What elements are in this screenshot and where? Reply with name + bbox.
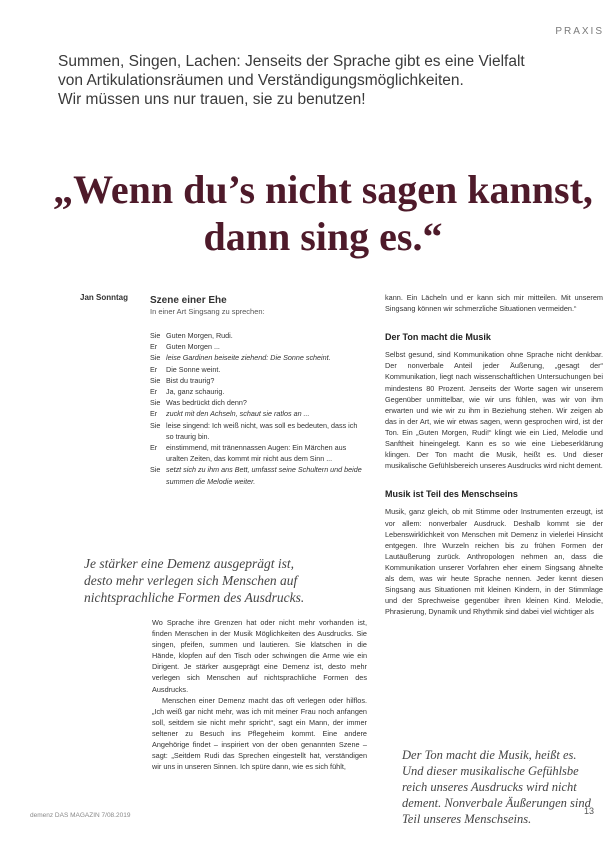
pull-quote-line: reich unseres Ausdrucks wird nicht [402,780,577,794]
dialog-line [150,352,366,363]
dialog-text: Die Sonne weint. [166,364,221,374]
dialog-text: setzt sich zu ihm ans Bett, umfasst seine Schultern und beide summen die Melodie weiter. [166,465,362,486]
dialog-line [150,364,366,375]
section-heading: Der Ton macht die Musik [385,332,491,343]
section-label: PRAXIS [555,26,604,37]
dialog-speaker: Sie [150,331,161,340]
dialog-line [150,330,366,341]
page-number: 13 [583,806,594,816]
dialog-speaker: Er [150,342,158,352]
body-paragraph: Selbst gesund, sind Kommunikation ohne Sprache nicht denkbar. Der nonverbale Anteil jeder Äußerung, „gesagt der“ Kommunikation, liegt nach wissenschaftlichen Untersuchungen bei mindestens 80 Prozent. Jenseits der Worte sagen wir unserem Gegenüber unmittelbar, wie wir uns fühlen, was wir von ihm erwarten und wie wir zu ihm in Beziehung stehen. Wir zeigen ab das in der Art, wie wir etwas sagen, wenn gesprochen wird, ist der Ton. Ein „Guten Morgen, Rudi!“ klingt wie ein Lied, Melodie und Sanftheit hineingelegt. Kann es so wie eine Liebeserklärung klingen. Der Ton macht die Musik, heißt es. Und dieser musikalische Gefühlsbereich unseres Ausdrucks wird nicht dement. [385,350,603,471]
dialog-line [150,341,366,352]
dialog-line [150,408,366,419]
pull-quote-line: Und dieser musikalische Gefühlsbe [402,764,579,778]
dialog-speaker: Sie [150,375,161,385]
dialog-speaker: Er [150,387,158,397]
dialog-line [150,386,366,397]
body-paragraph: Wo Sprache ihre Grenzen hat oder nicht mehr vorhanden ist, finden Menschen in der Musik Möglichkeiten des Ausdrucks. Sie singen, pfeifen, summen und lautieren. Sie klatschen in die Hände, klopfen auf den Tisch oder schwingen die Arme wie ein Dirigent. Je stärker ausgeprägt eine Demenz ist, desto mehr verlegen sich Menschen auf nichtsprachliche Formen des Ausdrucks. [152,618,367,694]
footer-publication: demenz DAS MAGAZIN 7/08.2019 [30,812,131,819]
pull-quote-line: Teil unseres Menschseins. [402,812,532,826]
dialog-text: Guten Morgen, Rudi. [166,331,233,340]
author-byline: Jan Sonntag [80,293,129,302]
dialog-text: leise Gardinen beiseite ziehend: Die Sonne scheint. [166,353,331,363]
dialog-line [150,397,366,408]
intro-teaser [58,52,598,109]
pull-quote-line: Der Ton macht die Musik, heißt es. [402,748,577,762]
scene-title: Szene einer Ehe [150,295,227,306]
dialog-text: leise singend: Ich weiß nicht, was soll es bedeuten, dass ich so traurig bin. [166,420,358,441]
intro-line: Summen, Singen, Lachen: Jenseits der Sprache gibt es eine Vielfalt [58,53,525,70]
scene-dialog [150,330,366,487]
intro-line: Wir müssen uns nur trauen, sie zu benutzen! [58,91,366,108]
intro-line: von Artikulationsräumen und Verständigungsmöglichkeiten. [58,72,464,89]
dialog-text: einstimmend, mit tränennassen Augen: Ein Märchen aus uralten Zeiten, das kommt mir nicht aus dem Sinn ... [166,443,347,464]
pull-quote-line: Je stärker eine Demenz ausgeprägt ist, [84,556,294,571]
scene-box [150,295,366,487]
body-paragraph: Menschen einer Demenz macht das oft verlegen oder hilflos. „Ich weiß gar nicht mehr, was ich mit meiner Frau noch anfangen soll, seitdem sie nicht mehr spricht“, sagt ein Mann, der immer seltener zu Besuch ins Pflegeheim kommt. Eine andere Angehörige findet – inspiriert von der oben genannten Szene – sagt: „Seitdem Rudi das Sprechen eingestellt hat, verständigen wir uns in unseren Sinnen. Ich spüre dann, wie es sich fühlt, [152,695,367,772]
pull-quote-line: dement. Nonverbale Äußerungen sind [402,796,591,810]
dialog-speaker: Sie [150,465,161,475]
body-paragraph: Musik, ganz gleich, ob mit Stimme oder Instrumenten erzeugt, ist vor allem: nonverbaler Ausdruck. Deshalb kommt sie der Lebenswirklichkeit von Menschen mit Demenz in vielerlei Hinsicht entgegen. Ihre Wurzeln reichen bis zu frühen Formen der Lautäußerung zurück. Anthropologen nehmen an, dass die Kommunikation unserer Vorfahren eher einem Singsang ähnelte als dem, was wir heute Sprache nennen. Jeder kennt diesen Singsang aus Situationen mit kleinen Kindern, in der Stimmlage und der Sprechweise gegenüber ihren kleinen Kind. Melodie, Phrasierung, Dynamik und Rhythmik sind dabei viel wichtiger als [385,507,603,617]
body-column-right [385,292,603,617]
dialog-speaker: Er [150,409,158,419]
scene-subtitle: In einer Art Singsang zu sprechen: [150,307,265,316]
pull-quote-line: desto mehr verlegen sich Menschen auf [84,573,298,588]
dialog-speaker: Er [150,443,158,453]
dialog-line [150,420,366,442]
dialog-speaker: Sie [150,353,161,363]
dialog-text: Ja, ganz schaurig. [166,387,225,397]
dialog-text: Was bedrückt dich denn? [166,398,247,408]
dialog-line [150,375,366,386]
dialog-speaker: Er [150,364,158,374]
pull-quote [84,555,354,606]
dialog-text: Bist du traurig? [166,375,215,385]
dialog-text: Guten Morgen ... [166,342,220,352]
section-heading: Musik ist Teil des Menschseins [385,489,518,500]
dialog-line [150,464,366,486]
pull-quote-line: nichtsprachliche Formen des Ausdrucks. [84,590,305,605]
dialog-speaker: Sie [150,398,161,408]
headline-line: dann sing es.“ [203,214,443,259]
dialog-text: zuckt mit den Achseln, schaut sie ratlos an ... [166,409,310,419]
dialog-speaker: Sie [150,420,161,430]
body-paragraph: kann. Ein Lächeln und er kann sich mir mitteilen. Mit unserem Singsang können wir schmerzliche Situationen vermeiden.“ [385,293,603,314]
headline-line: „Wenn du’s nicht sagen kannst, [53,167,593,212]
dialog-line [150,442,366,464]
page-title [30,166,616,260]
body-column-left [152,617,367,772]
